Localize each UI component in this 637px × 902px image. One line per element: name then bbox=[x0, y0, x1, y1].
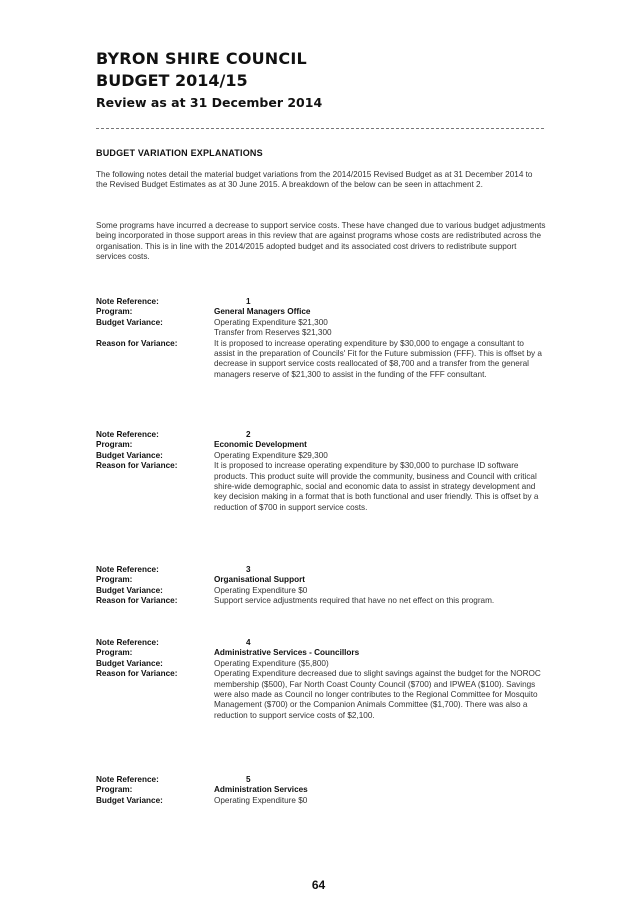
note-reference-number: 1 bbox=[246, 297, 251, 306]
budget-variance-label: Budget Variance: bbox=[96, 585, 163, 595]
note-block-5 bbox=[96, 775, 546, 806]
note-reference-number: 2 bbox=[246, 430, 251, 439]
budget-title: BUDGET 2014/15 bbox=[96, 71, 248, 90]
note-block-2 bbox=[96, 430, 546, 513]
note-reference-label: Note Reference: bbox=[96, 430, 159, 439]
program-label: Program: bbox=[96, 575, 133, 585]
reason-label: Reason for Variance: bbox=[96, 461, 178, 471]
note-reference-label: Note Reference: bbox=[96, 775, 159, 784]
program-name: Administration Services bbox=[214, 785, 308, 795]
note-block-3 bbox=[96, 565, 546, 607]
reason-label: Reason for Variance: bbox=[96, 338, 178, 348]
program-label: Program: bbox=[96, 648, 133, 658]
budget-variance-value: Transfer from Reserves $21,300 bbox=[214, 328, 332, 338]
reason-text: Operating Expenditure decreased due to slight savings against the budget for the NOROC membership ($500), Far North Coast County Council ($700) and IPWEA ($100). Savings were also made as Council no longer contributes to the Regional Committee for Mosquito Management ($700) or the Companion Animals Committee ($1,700). There was also a reduction to support service costs of $2,100. bbox=[214, 669, 541, 720]
note-reference-number: 3 bbox=[246, 565, 251, 574]
intro-paragraph-1: The following notes detail the material budget variations from the 2014/2015 Revised Budget as at 31 December 2014 to the Revised Budget Estimates as at 30 June 2015. A breakdown of the below can be seen in attachment 2. bbox=[96, 170, 533, 190]
note-reference-label: Note Reference: bbox=[96, 565, 159, 574]
budget-variance-value: Operating Expenditure $21,300 bbox=[214, 317, 328, 327]
note-reference-number: 5 bbox=[246, 775, 251, 784]
program-name: Administrative Services - Councillors bbox=[214, 648, 360, 658]
intro-paragraph-2: Some programs have incurred a decrease to support service costs. These have changed due to various budget adjustments being incorporated in those support areas in this review that are against programs whose costs are redistributed across the organisation. This is in line with the 2014/2015 adopted budget and its associated cost drivers to redistribute support services costs. bbox=[96, 221, 546, 262]
budget-variance-label: Budget Variance: bbox=[96, 795, 163, 805]
program-name: Economic Development bbox=[214, 440, 307, 450]
reason-text: Support service adjustments required that have no net effect on this program. bbox=[214, 596, 495, 606]
budget-variance-label: Budget Variance: bbox=[96, 450, 163, 460]
budget-variance-value: Operating Expenditure $29,300 bbox=[214, 450, 328, 460]
program-name: Organisational Support bbox=[214, 575, 305, 585]
note-reference-label: Note Reference: bbox=[96, 297, 159, 306]
note-block-4 bbox=[96, 638, 546, 721]
program-label: Program: bbox=[96, 307, 133, 317]
budget-variance-value: Operating Expenditure $0 bbox=[214, 795, 308, 805]
budget-variance-label: Budget Variance: bbox=[96, 658, 163, 668]
budget-variance-label: Budget Variance: bbox=[96, 317, 163, 327]
note-reference-number: 4 bbox=[246, 638, 251, 647]
reason-text: It is proposed to increase operating expenditure by $30,000 to purchase ID software products. This product suite will provide the community, business and Council with critical shire-wide demographic, social and economic data to assist in strategy development and key decision making in a format that is both functional and user friendly. This is offset by a reduction of $700 in support service costs. bbox=[214, 461, 539, 512]
council-name: BYRON SHIRE COUNCIL bbox=[96, 49, 307, 68]
page-number: 64 bbox=[311, 878, 326, 892]
program-label: Program: bbox=[96, 785, 133, 795]
note-block-1 bbox=[96, 297, 546, 380]
budget-variance-value: Operating Expenditure ($5,800) bbox=[214, 658, 329, 668]
program-name: General Managers Office bbox=[214, 307, 311, 317]
budget-variance-value: Operating Expenditure $0 bbox=[214, 585, 308, 595]
reason-label: Reason for Variance: bbox=[96, 596, 178, 606]
dashed-divider bbox=[96, 128, 544, 129]
reason-label: Reason for Variance: bbox=[96, 669, 178, 679]
section-title: BUDGET VARIATION EXPLANATIONS bbox=[96, 148, 263, 158]
program-label: Program: bbox=[96, 440, 133, 450]
note-reference-label: Note Reference: bbox=[96, 638, 159, 647]
review-date-title: Review as at 31 December 2014 bbox=[96, 95, 323, 110]
reason-text: It is proposed to increase operating expenditure by $30,000 to engage a consultant to assist in the preparation of Councils' Fit for the Future submission (FFF). This is offset by a decrease in support service costs reallocated of $8,700 and a transfer from the general managers reserve of $21,300 to assist in the funding of the FFF consultant. bbox=[214, 338, 542, 379]
